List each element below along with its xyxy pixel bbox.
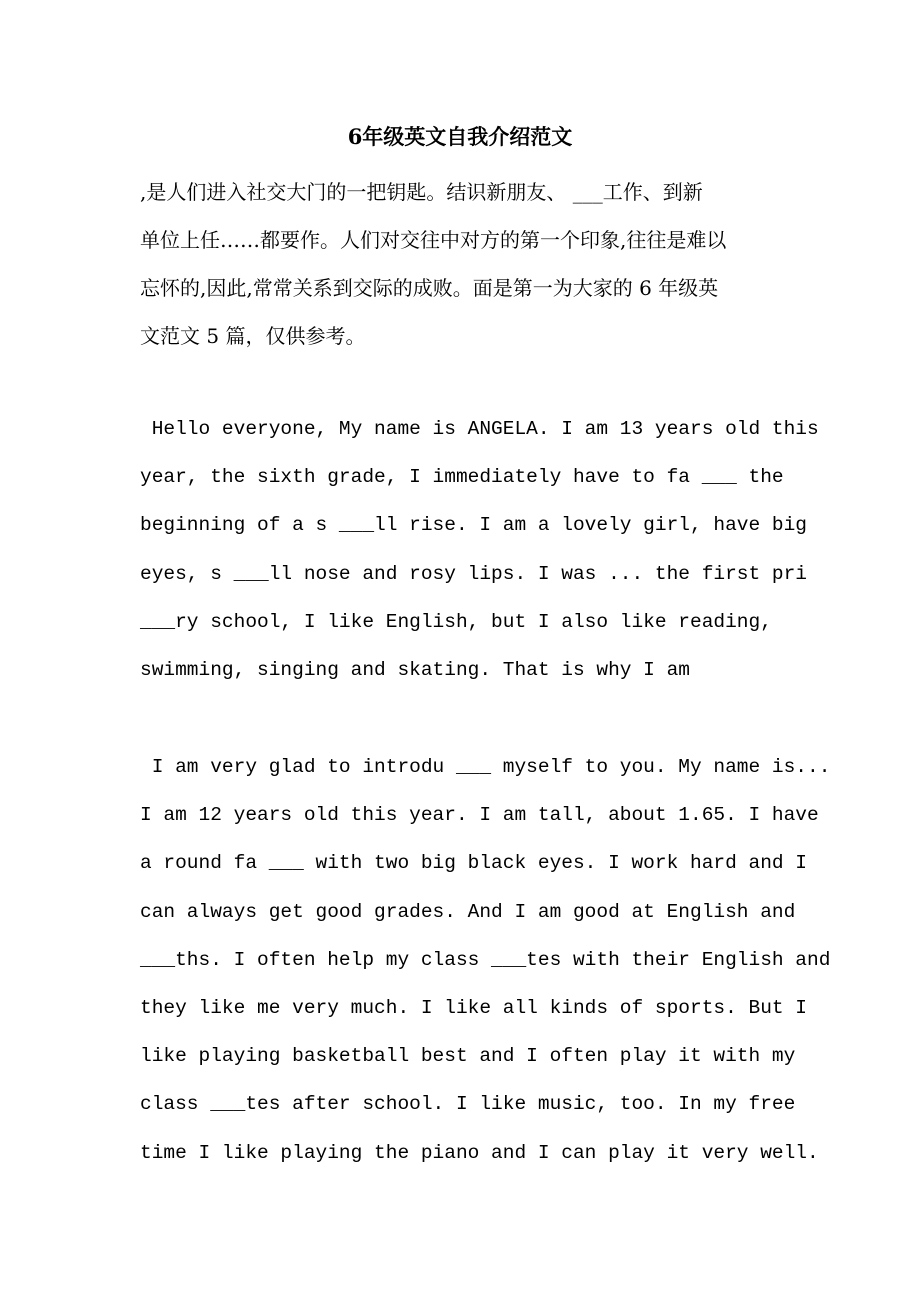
paragraph-line: like playing basketball best and I often play it with my [140,1045,796,1068]
paragraph-line: they like me very much. I like all kinds of sports. But I [140,997,808,1020]
intro-paragraph [140,168,790,360]
paragraph-line: class ___tes after school. I like music, too. In my free [140,1093,796,1116]
paragraph-line: year, the sixth grade, I immediately have to fa ___ the [140,466,784,489]
english-paragraph-1 [140,405,819,694]
paragraph-line: beginning of a s ___ll rise. I am a lovely girl, have big [140,514,808,537]
paragraph-line: I am 12 years old this year. I am tall, about 1.65. I have [140,804,819,827]
paragraph-line: a round fa ___ with two big black eyes. I work hard and I [140,852,808,875]
paragraph-line: ___ths. I often help my class ___tes with their English and [140,948,831,971]
intro-line: ,是人们进入社交大门的一把钥匙。结识新朋友、 ___工作、到新 [140,180,703,204]
intro-line: 文范文 5 篇，仅供参考。 [140,324,366,348]
paragraph-line: can always get good grades. And I am good at English and [140,900,796,923]
paragraph-line: Hello everyone, My name is ANGELA. I am 13 years old this [140,418,819,440]
paragraph-line: eyes, s ___ll nose and rosy lips. I was ... the first pri [140,562,808,585]
english-paragraph-2 [140,743,831,1177]
paragraph-line: I am very glad to introdu ___ myself to you. My name is... [140,756,831,778]
paragraph-line: ___ry school, I like English, but I also like reading, [140,610,772,633]
intro-line: 忘怀的,因此,常常关系到交际的成败。面是第一为大家的 6 年级英 [140,276,719,300]
paragraph-line: time I like playing the piano and I can play it very well. [140,1141,819,1164]
document-title: 6年级英文自我介绍范文 [347,124,573,149]
paragraph-line: swimming, singing and skating. That is why I am [140,659,690,682]
intro-line: 单位上任……都要作。人们对交往中对方的第一个印象,往往是难以 [140,228,727,252]
